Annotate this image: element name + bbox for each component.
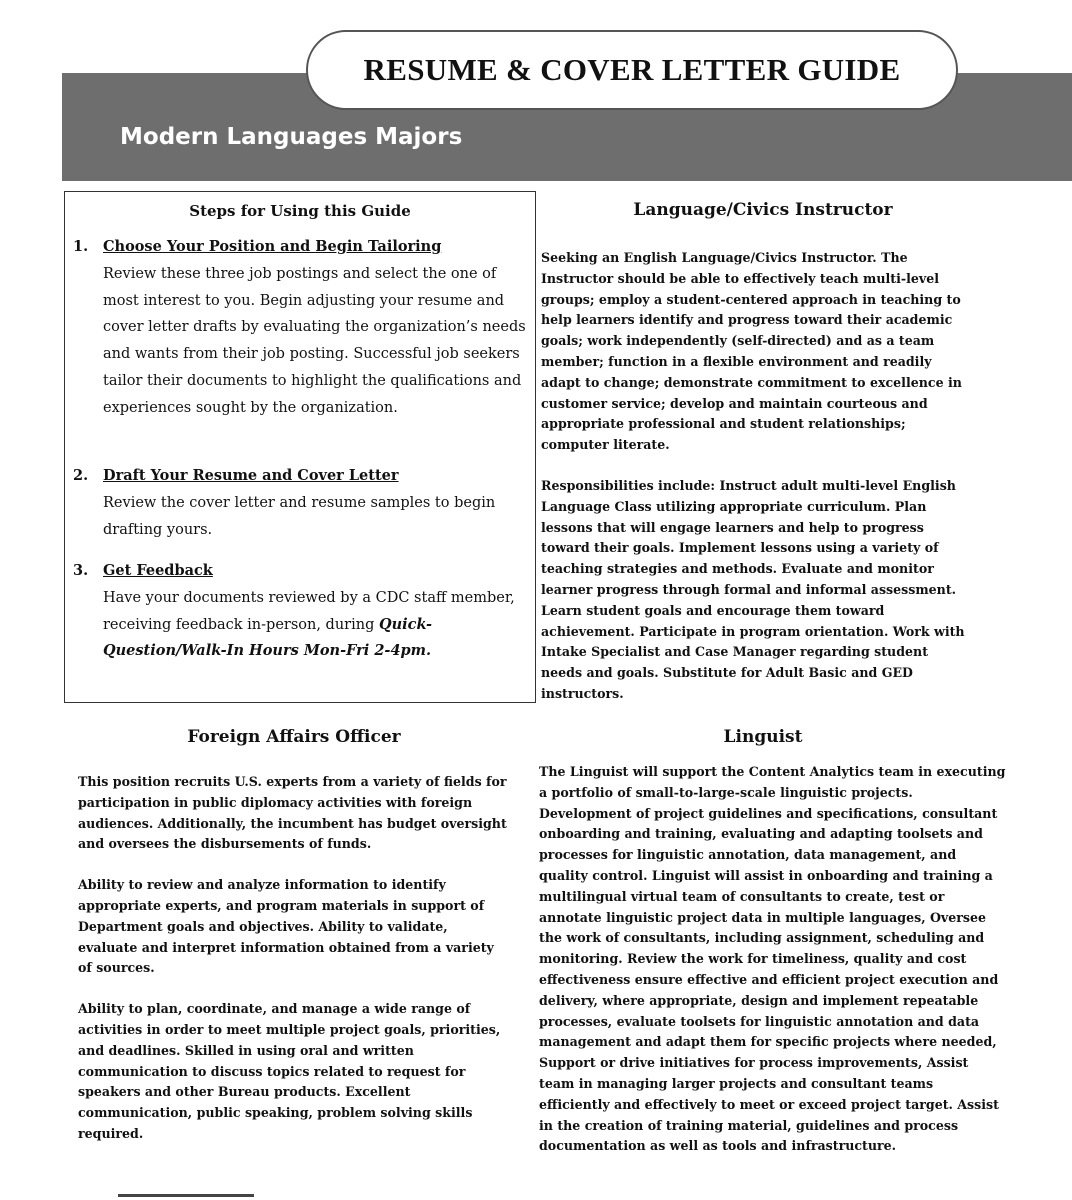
step-body bbox=[103, 585, 527, 665]
step-number: 2. bbox=[73, 467, 89, 484]
step-title: Get Feedback bbox=[103, 562, 213, 579]
foreign-affairs-paragraph-1: This position recruits U.S. experts from a variety of fields for participation in public diplomacy activities with foreign audiences. Additionally, the incumbent has budget oversight and oversees the disbursements of funds. bbox=[78, 774, 507, 852]
step-3 bbox=[73, 558, 527, 665]
step-number: 3. bbox=[73, 562, 89, 579]
foreign-affairs-text bbox=[78, 772, 508, 1145]
section-title-language-civics: Language/Civics Instructor bbox=[633, 200, 893, 220]
step-body: Review the cover letter and resume samples to begin drafting yours. bbox=[103, 494, 496, 538]
foreign-affairs-paragraph-3: Ability to plan, coordinate, and manage a wide range of activities in order to meet multiple project goals, priorities, and deadlines. Skilled in using oral and written communication to discuss topics related to request for speakers and other Bureau products. Excellent communication, public speaking, problem solving skills required. bbox=[78, 1001, 501, 1141]
step-number: 1. bbox=[73, 238, 89, 255]
linguist-text bbox=[539, 762, 1007, 1157]
foreign-affairs-paragraph-2: Ability to review and analyze information to identify appropriate experts, and program materials in support of Department goals and objectives. Ability to validate, evaluate and interpret information obtained from a variety of sources. bbox=[78, 877, 494, 976]
walk-in-hours: Quick-Question/Walk-In Hours Mon-Fri 2-4pm. bbox=[103, 615, 432, 660]
section-title-linguist: Linguist bbox=[723, 727, 803, 747]
step-title: Choose Your Position and Begin Tailoring bbox=[103, 238, 442, 255]
step-body: Review these three job postings and select the one of most interest to you. Begin adjusting your resume and cover letter drafts by evaluating the organization’s needs and wants from their job posting. Successful job seekers tailor their documents to highlight the qualifications and experiences sought by the organization. bbox=[103, 265, 526, 416]
language-civics-paragraph-1: Seeking an English Language/Civics Instructor. The Instructor should be able to effectively teach multi-level groups; employ a student-centered approach in teaching to help learners identify and progress toward their academic goals; work independently (self-directed) and as a team member; function in a flexible environment and readily adapt to change; demonstrate commitment to excellence in customer service; develop and maintain courteous and appropriate professional and student relationships; computer literate. bbox=[541, 250, 962, 453]
steps-box bbox=[64, 191, 536, 703]
section-title-foreign-affairs: Foreign Affairs Officer bbox=[187, 727, 401, 747]
page-edge-mark bbox=[118, 1194, 254, 1197]
step-body-text: Have your documents reviewed by a CDC staff member, receiving feedback in-person, during bbox=[103, 589, 515, 633]
step-1 bbox=[73, 234, 527, 422]
page-subtitle: Modern Languages Majors bbox=[120, 124, 463, 150]
step-2 bbox=[73, 463, 527, 543]
step-title: Draft Your Resume and Cover Letter bbox=[103, 467, 399, 484]
language-civics-text bbox=[541, 248, 969, 705]
steps-heading: Steps for Using this Guide bbox=[189, 202, 411, 220]
linguist-paragraph-1: The Linguist will support the Content Analytics team in executing a portfolio of small-to-large-scale linguistic projects. Development of project guidelines and specifications, consultant onboarding and training, evaluating and adapting toolsets and processes for linguistic annotation, data management, and quality control. Linguist will assist in onboarding and training a multilingual virtual team of consultants to create, test or annotate linguistic project data in multiple languages, Oversee the work of consultants, including assignment, scheduling and monitoring. Review the work for timeliness, quality and cost effectiveness ensure effective and efficient project execution and delivery, where appropriate, design and implement repeatable processes, evaluate toolsets for linguistic annotation and data management and adapt them for specific projects where needed, Support or drive initiatives for process improvements, Assist team in managing larger projects and consultant teams efficiently and effectively to meet or exceed project target. Assist in the creation of training material, guidelines and process documentation as well as tools and infrastructure. bbox=[539, 764, 1006, 1154]
language-civics-paragraph-2: Responsibilities include: Instruct adult multi-level English Language Class utilizing appropriate curriculum. Plan lessons that will engage learners and help to progress toward their goals. Implement lessons using a variety of teaching strategies and methods. Evaluate and monitor learner progress through formal and informal assessment. Learn student goals and encourage them toward achievement. Participate in program orientation. Work with Intake Specialist and Case Manager regarding student needs and goals. Substitute for Adult Basic and GED instructors. bbox=[541, 477, 965, 701]
page-title: RESUME & COVER LETTER GUIDE bbox=[306, 30, 958, 110]
